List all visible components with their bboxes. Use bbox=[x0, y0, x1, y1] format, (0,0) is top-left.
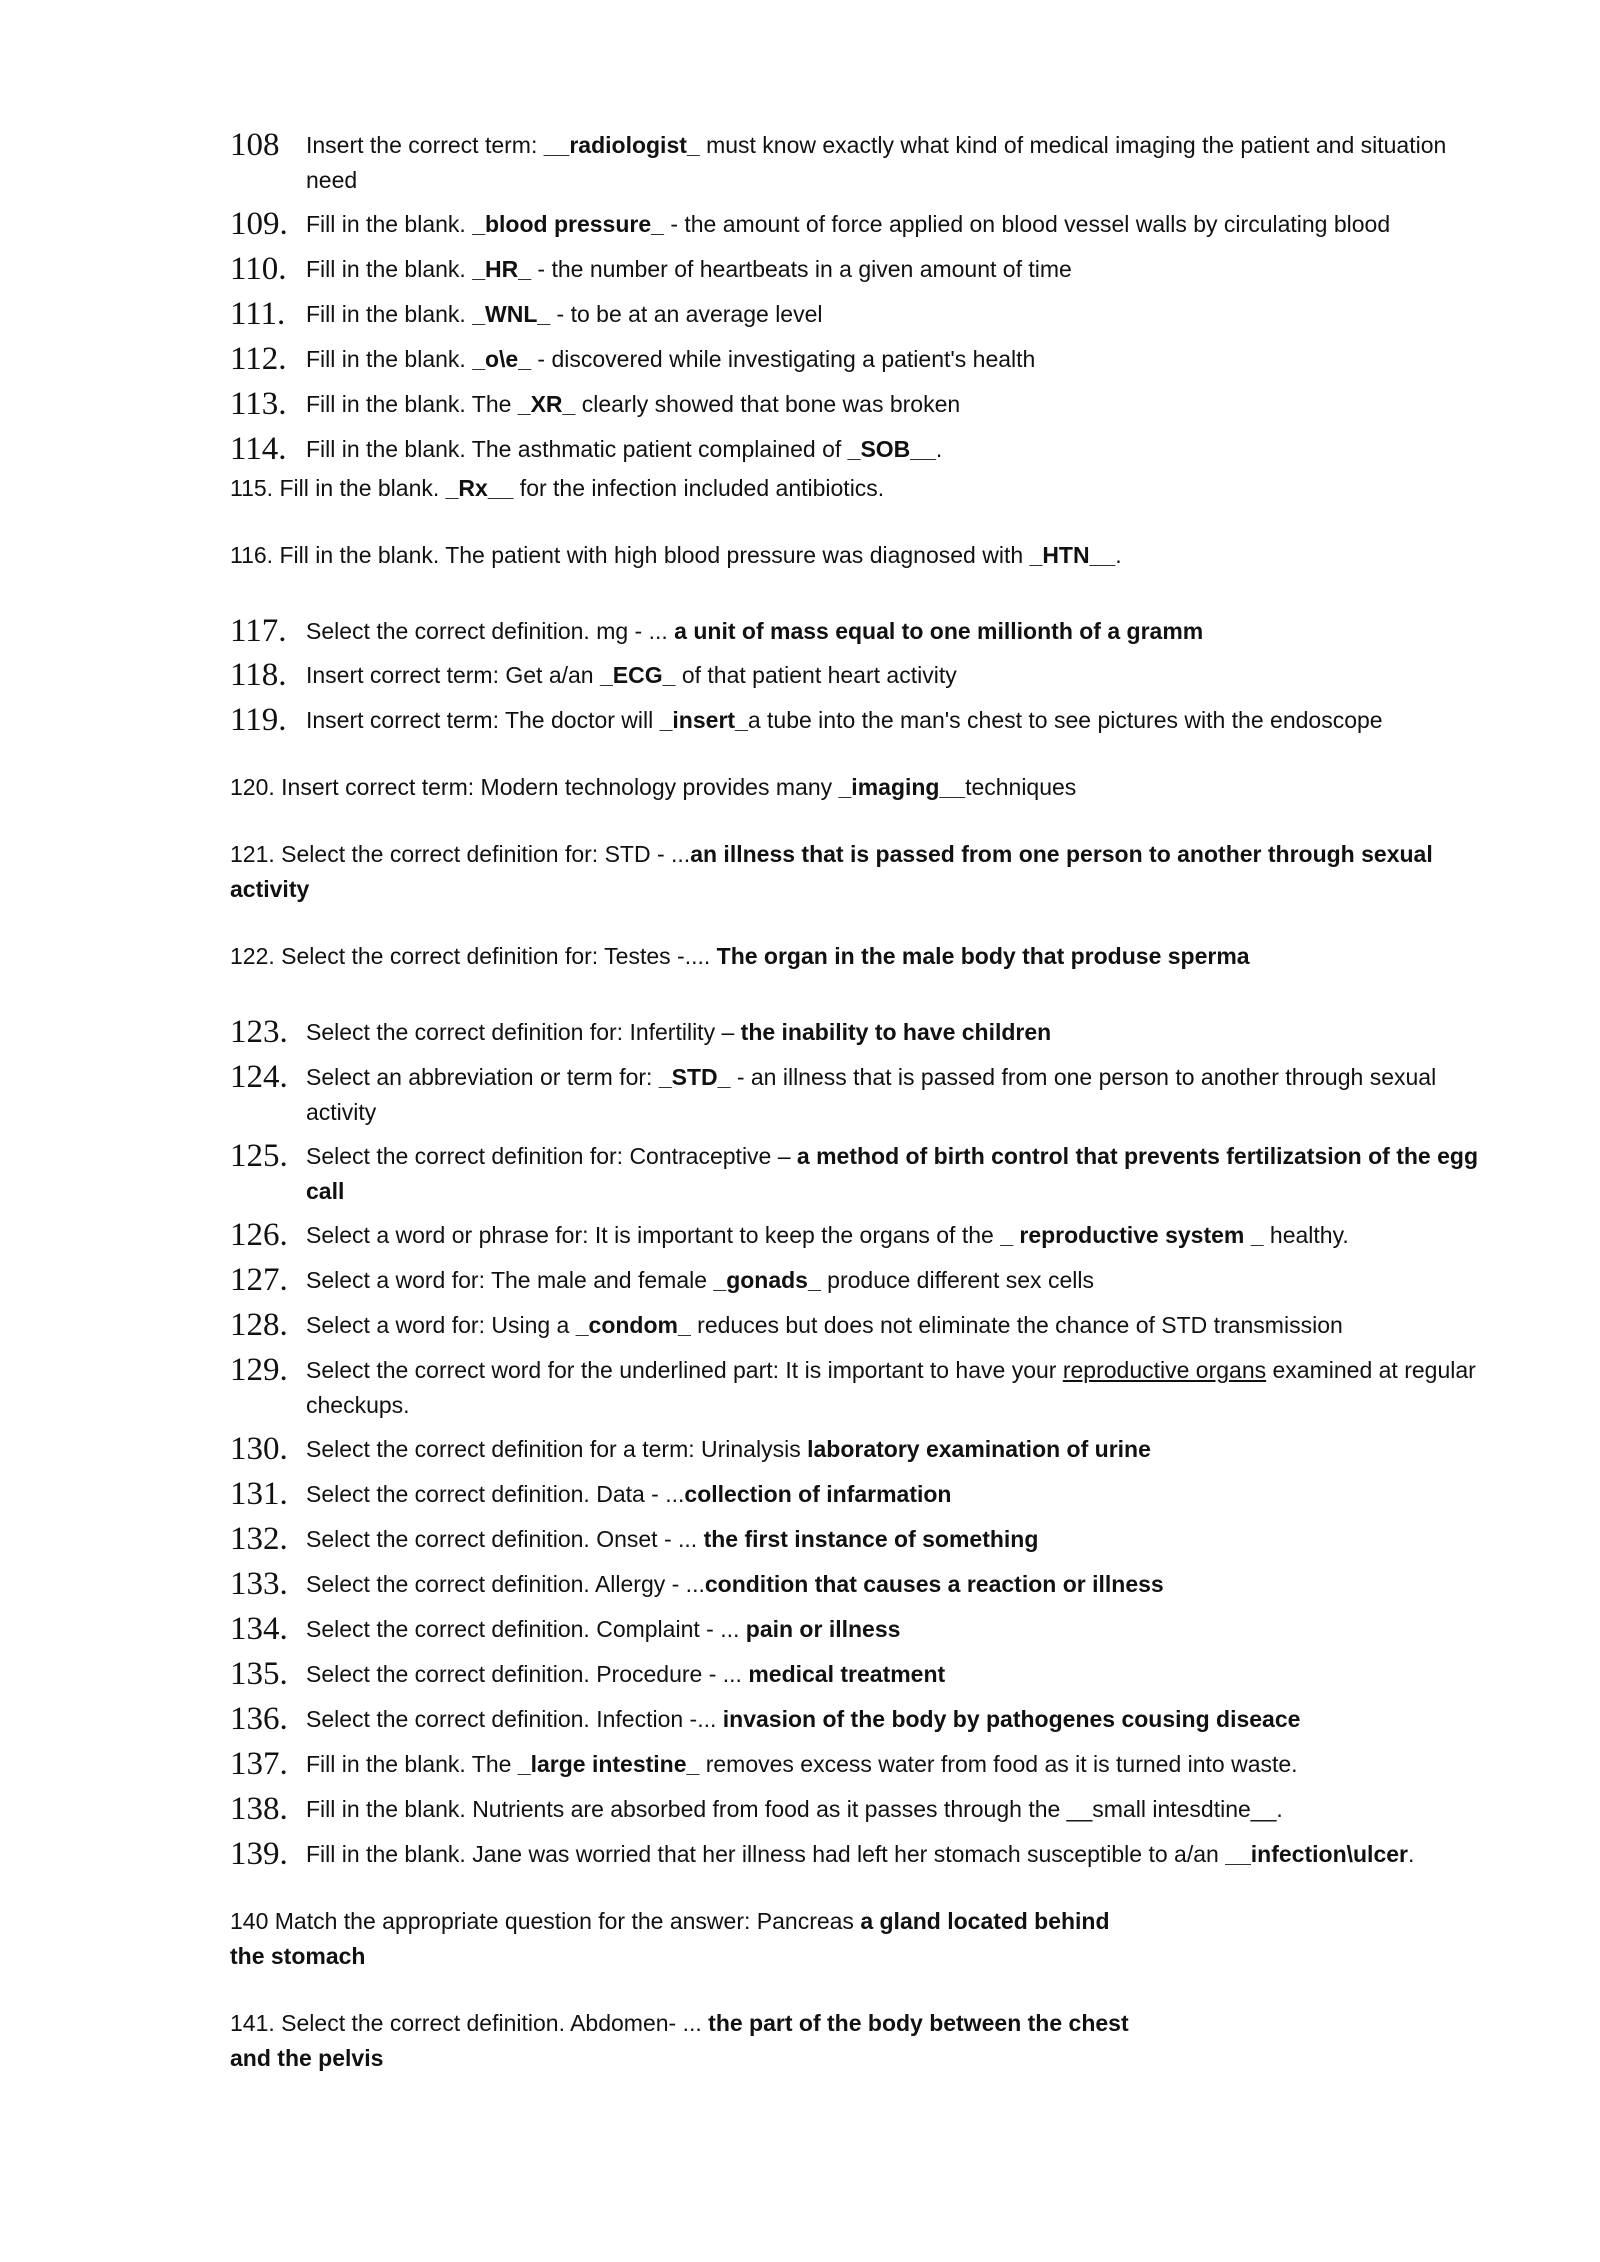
question-text: clearly showed that bone was broken bbox=[575, 391, 961, 417]
question-text: Fill in the blank. bbox=[306, 211, 473, 237]
underlined-term: reproductive organs bbox=[1062, 1357, 1267, 1383]
question-text: Fill in the blank. Jane was worried that her illness had left her stomach susceptible to a/an bbox=[306, 1841, 1226, 1867]
answer: medical treatment bbox=[748, 1661, 946, 1687]
question-113 bbox=[230, 387, 1490, 422]
question-141 bbox=[230, 2006, 1170, 2076]
question-text: a tube into the man's chest to see pictures with the endoscope bbox=[747, 707, 1383, 733]
answer: _Rx__ bbox=[445, 475, 514, 501]
question-136 bbox=[230, 1702, 1490, 1737]
question-number: 139. bbox=[230, 1836, 288, 1872]
question-number: 114. bbox=[230, 431, 287, 467]
question-109 bbox=[230, 207, 1490, 242]
question-number: 136. bbox=[230, 1701, 288, 1737]
question-text: 120. Insert correct term: Modern technology provides many bbox=[230, 774, 839, 800]
question-text: 115. Fill in the blank. bbox=[230, 475, 446, 501]
question-text: Select the correct definition. Onset - ... bbox=[306, 1526, 704, 1552]
question-text: for the infection included antibiotics. bbox=[513, 475, 885, 501]
question-text: Fill in the blank. bbox=[306, 346, 473, 372]
question-131 bbox=[230, 1477, 1490, 1512]
question-number: 131. bbox=[230, 1476, 288, 1512]
answer: _ reproductive system _ bbox=[1000, 1222, 1264, 1248]
answer: _insert_ bbox=[659, 707, 748, 733]
question-number: 127. bbox=[230, 1262, 288, 1298]
answer: __infection\ulcer bbox=[1225, 1841, 1408, 1867]
question-text: techniques bbox=[965, 774, 1077, 800]
question-text: - to be at an average level bbox=[550, 301, 823, 327]
question-text: . bbox=[1115, 542, 1122, 568]
answer: invasion of the body by pathogenes cousing diseace bbox=[722, 1706, 1301, 1732]
question-text: . bbox=[1407, 1841, 1415, 1867]
question-129 bbox=[230, 1353, 1490, 1423]
question-text: Select a word or phrase for: It is important to keep the organs of the bbox=[306, 1222, 1001, 1248]
answer: pain or illness bbox=[745, 1616, 901, 1642]
answer: _STD_ bbox=[658, 1064, 731, 1090]
answer: __radiologist_ bbox=[543, 132, 700, 158]
question-number: 130. bbox=[230, 1431, 288, 1467]
answer: _o\e_ bbox=[472, 346, 532, 372]
question-text: examined at regular checkups. bbox=[306, 1357, 1476, 1418]
question-135 bbox=[230, 1657, 1490, 1692]
question-127 bbox=[230, 1263, 1490, 1298]
question-number: 112. bbox=[230, 341, 287, 377]
answer: _HTN__ bbox=[1029, 542, 1116, 568]
answer: the inability to have children bbox=[740, 1019, 1052, 1045]
answer: an illness that is passed from one person to another through sexual activity bbox=[230, 841, 1433, 902]
answer: _XR_ bbox=[517, 391, 576, 417]
question-number: 109. bbox=[230, 206, 288, 242]
question-number: 138. bbox=[230, 1791, 288, 1827]
question-number: 135. bbox=[230, 1656, 288, 1692]
question-number: 108 bbox=[230, 127, 280, 163]
question-number: 124. bbox=[230, 1059, 288, 1095]
question-text: must know exactly what kind of medical imaging the patient and situation need bbox=[306, 132, 1447, 193]
question-132 bbox=[230, 1522, 1490, 1557]
question-138 bbox=[230, 1792, 1490, 1827]
question-text: 140 Match the appropriate question for the answer: Pancreas bbox=[230, 1908, 861, 1934]
question-139 bbox=[230, 1837, 1490, 1872]
question-number: 117. bbox=[230, 613, 287, 649]
question-number: 132. bbox=[230, 1521, 288, 1557]
answer: The organ in the male body that produse sperma bbox=[716, 943, 1250, 969]
question-text: Select the correct definition. Complaint - ... bbox=[306, 1616, 746, 1642]
question-text: Select the correct definition. mg - ... bbox=[306, 618, 675, 644]
question-text: Fill in the blank. The asthmatic patient complained of bbox=[306, 436, 848, 462]
question-text: healthy. bbox=[1263, 1222, 1349, 1248]
question-137 bbox=[230, 1747, 1490, 1782]
question-number: 133. bbox=[230, 1566, 288, 1602]
question-text: - the amount of force applied on blood vessel walls by circulating blood bbox=[663, 211, 1391, 237]
question-text: Select the correct definition for a term: Urinalysis bbox=[306, 1436, 808, 1462]
question-text: Fill in the blank. The bbox=[306, 391, 518, 417]
question-110 bbox=[230, 252, 1490, 287]
question-text: Fill in the blank. bbox=[306, 301, 473, 327]
question-number: 128. bbox=[230, 1307, 288, 1343]
answer: _blood pressure_ bbox=[472, 211, 664, 237]
question-number: 126. bbox=[230, 1217, 288, 1253]
question-text: reduces but does not eliminate the chance of STD transmission bbox=[690, 1312, 1343, 1338]
question-number: 134. bbox=[230, 1611, 288, 1647]
question-text: Select the correct definition. Allergy - ... bbox=[306, 1571, 705, 1597]
question-121 bbox=[230, 837, 1490, 907]
question-134 bbox=[230, 1612, 1490, 1647]
answer: _ECG_ bbox=[600, 662, 676, 688]
answer: laboratory examination of urine bbox=[807, 1436, 1151, 1462]
answer: _SOB__ bbox=[847, 436, 936, 462]
question-115 bbox=[230, 471, 1490, 506]
question-text: 141. Select the correct definition. Abdomen- ... bbox=[230, 2010, 709, 2036]
question-text: Insert correct term: Get a/an bbox=[306, 662, 600, 688]
question-text: Select the correct definition for: Contraceptive – bbox=[306, 1143, 797, 1169]
question-111 bbox=[230, 297, 1490, 332]
answer: _WNL_ bbox=[472, 301, 551, 327]
answer: _HR_ bbox=[472, 256, 532, 282]
question-120 bbox=[230, 770, 1490, 805]
question-108 bbox=[230, 128, 1490, 198]
question-number: 137. bbox=[230, 1746, 288, 1782]
question-text: - the number of heartbeats in a given amount of time bbox=[531, 256, 1072, 282]
question-text: Select the correct definition. Data - ... bbox=[306, 1481, 685, 1507]
question-text: Select the correct definition for: Infertility – bbox=[306, 1019, 741, 1045]
answer: _condom_ bbox=[575, 1312, 691, 1338]
question-number: 123. bbox=[230, 1014, 288, 1050]
answer: a gland located behind the stomach bbox=[230, 1908, 1110, 1969]
question-117 bbox=[230, 614, 1490, 649]
answer: _large intestine_ bbox=[517, 1751, 700, 1777]
question-text: Select the correct word for the underlined part: It is important to have your bbox=[306, 1357, 1063, 1383]
question-112 bbox=[230, 342, 1490, 377]
question-text: Insert correct term: The doctor will bbox=[306, 707, 660, 733]
question-number: 118. bbox=[230, 657, 287, 693]
question-text: Fill in the blank. The bbox=[306, 1751, 518, 1777]
question-116 bbox=[230, 538, 1490, 573]
question-text: Fill in the blank. bbox=[306, 256, 473, 282]
question-130 bbox=[230, 1432, 1490, 1467]
question-119 bbox=[230, 703, 1490, 738]
question-text: - an illness that is passed from one person to another through sexual activity bbox=[306, 1064, 1437, 1125]
question-text: 116. Fill in the blank. The patient with high blood pressure was diagnosed with bbox=[230, 542, 1030, 568]
question-133 bbox=[230, 1567, 1490, 1602]
question-125 bbox=[230, 1139, 1490, 1209]
question-text: Select an abbreviation or term for: bbox=[306, 1064, 659, 1090]
question-126 bbox=[230, 1218, 1490, 1253]
question-text: of that patient heart activity bbox=[675, 662, 957, 688]
question-text: Insert the correct term: bbox=[306, 132, 544, 158]
question-123 bbox=[230, 1015, 1490, 1050]
question-number: 119. bbox=[230, 702, 287, 738]
question-text: Select a word for: Using a bbox=[306, 1312, 576, 1338]
answer: collection of infarmation bbox=[684, 1481, 952, 1507]
question-text: 121. Select the correct definition for: STD - ... bbox=[230, 841, 691, 867]
question-114 bbox=[230, 432, 1490, 467]
question-118 bbox=[230, 658, 1490, 693]
question-text: Select the correct definition. Infection -... bbox=[306, 1706, 723, 1732]
question-number: 125. bbox=[230, 1138, 288, 1174]
question-number: 111. bbox=[230, 296, 286, 332]
question-number: 113. bbox=[230, 386, 287, 422]
question-128 bbox=[230, 1308, 1490, 1343]
answer: condition that causes a reaction or illness bbox=[704, 1571, 1164, 1597]
question-122 bbox=[230, 939, 1490, 974]
question-text: removes excess water from food as it is turned into waste. bbox=[699, 1751, 1298, 1777]
question-text: . bbox=[935, 436, 943, 462]
question-number: 110. bbox=[230, 251, 287, 287]
answer: the first instance of something bbox=[703, 1526, 1039, 1552]
answer: a method of birth control that prevents fertilizatsion of the egg call bbox=[306, 1143, 1479, 1204]
question-text: Select the correct definition. Procedure - ... bbox=[306, 1661, 749, 1687]
question-number: 129. bbox=[230, 1352, 288, 1388]
question-text: 122. Select the correct definition for: Testes -.... bbox=[230, 943, 717, 969]
answer: _gonads_ bbox=[713, 1267, 821, 1293]
question-text: Fill in the blank. Nutrients are absorbed from food as it passes through the __small intesdtine__. bbox=[306, 1796, 1283, 1822]
answer: the part of the body between the chest and the pelvis bbox=[230, 2010, 1129, 2071]
answer: a unit of mass equal to one millionth of a gramm bbox=[674, 618, 1204, 644]
question-text: - discovered while investigating a patient's health bbox=[531, 346, 1036, 372]
question-text: Select a word for: The male and female bbox=[306, 1267, 714, 1293]
question-text: produce different sex cells bbox=[820, 1267, 1094, 1293]
question-140 bbox=[230, 1904, 1130, 1974]
answer: _imaging__ bbox=[838, 774, 966, 800]
question-124 bbox=[230, 1060, 1490, 1130]
